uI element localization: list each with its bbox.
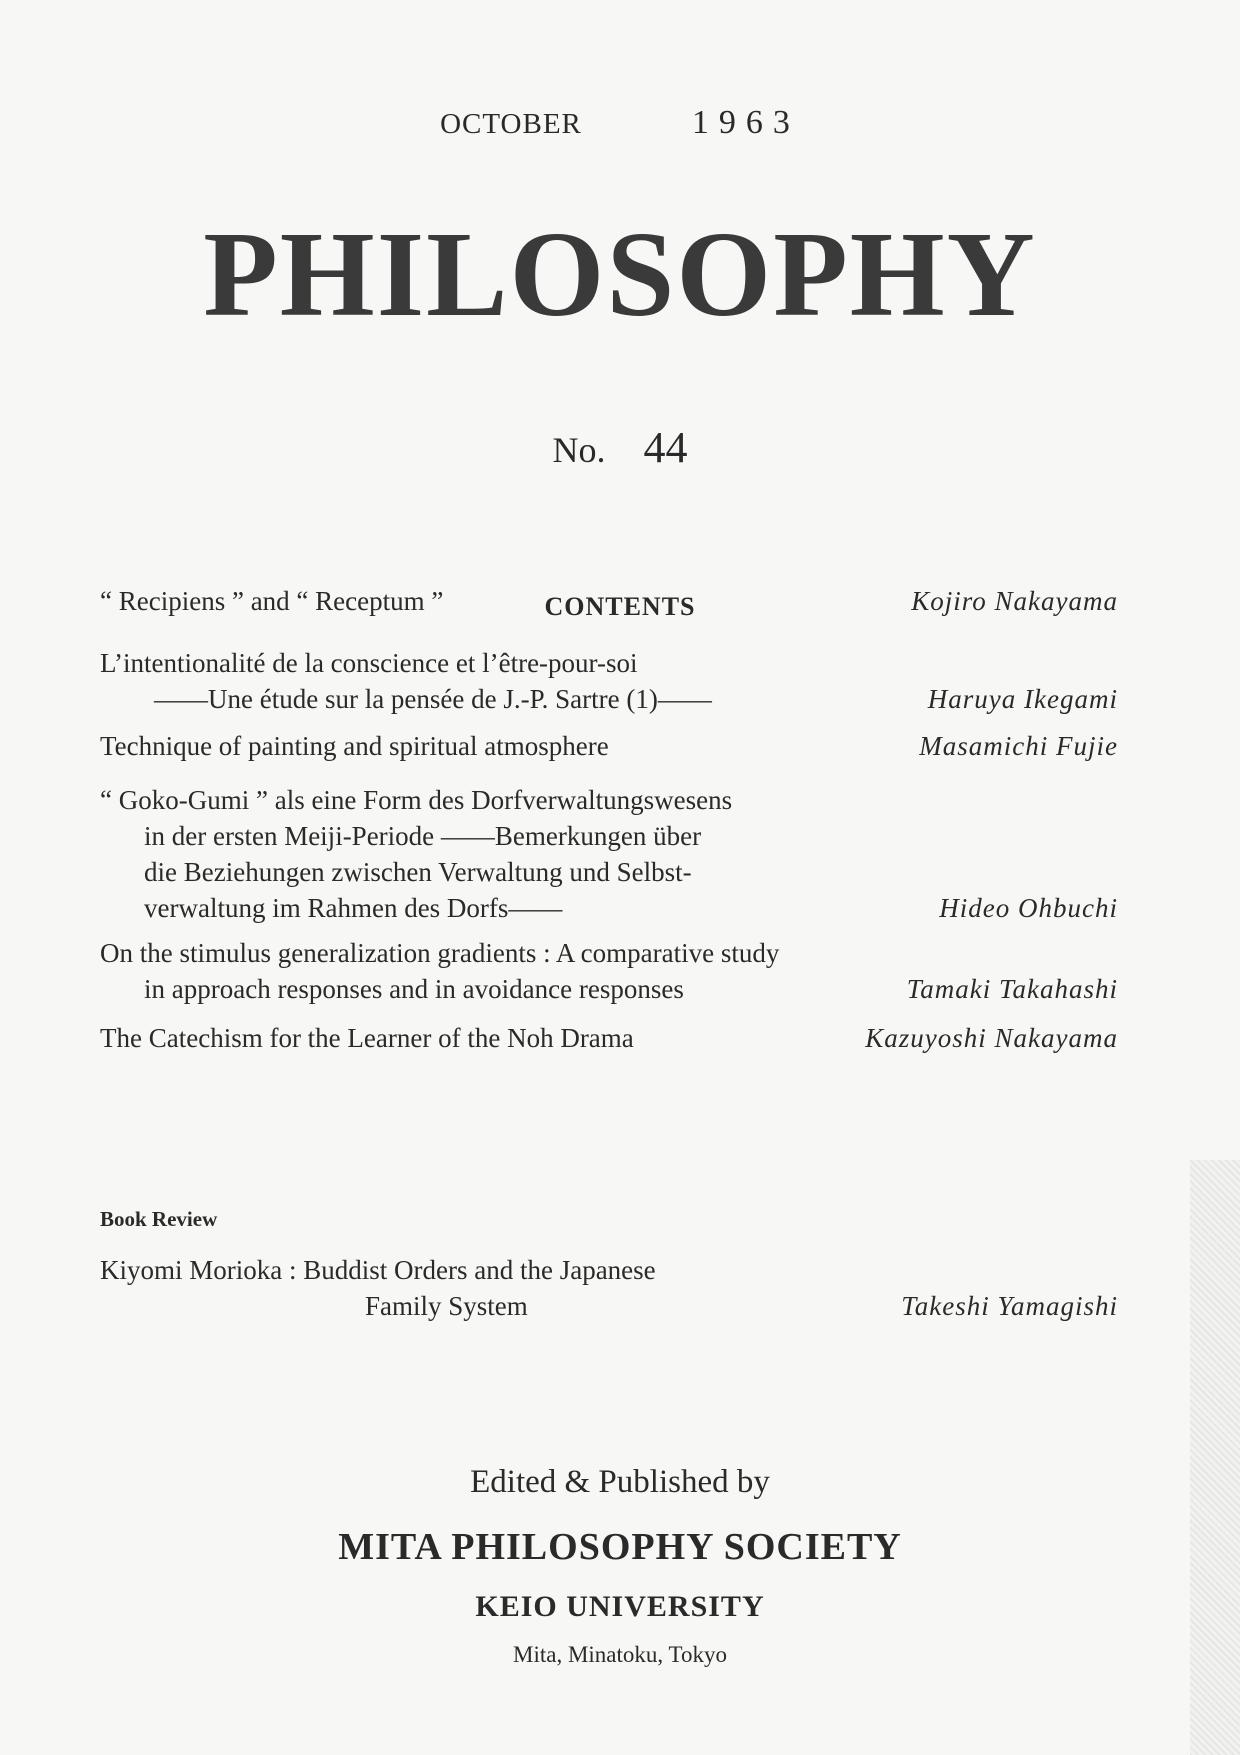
book-review-entry <box>100 1252 1118 1324</box>
toc-entry-title: On the stimulus generalization gradients : A comparative study <box>100 938 780 968</box>
toc-entry-title-cont: die Beziehungen zwischen Verwaltung und Selbst- <box>144 857 692 887</box>
toc-entry <box>100 728 1118 764</box>
toc-entry-line <box>100 1020 1118 1056</box>
toc-entry-title: “ Recipiens ” and “ Receptum ” <box>100 586 444 616</box>
issue-month: OCTOBER <box>440 108 582 140</box>
toc-entry-line <box>100 645 1118 681</box>
toc-entry-line <box>100 935 1118 971</box>
toc-entry-author: Haruya Ikegami <box>927 684 1118 714</box>
toc-entry-line <box>100 890 1118 926</box>
toc-entry-line <box>100 818 1118 854</box>
toc-entry-title: L’intentionalité de la conscience et l’être-pour-soi <box>100 648 638 678</box>
toc-entry <box>100 782 1118 926</box>
toc-entry-title-cont: in approach responses and in avoidance responses <box>144 974 684 1004</box>
toc-entry-author: Hideo Ohbuchi <box>939 893 1118 923</box>
publisher-address: Mita, Minatoku, Tokyo <box>513 1642 727 1667</box>
issue-year: 1963 <box>691 104 800 141</box>
issue-value: 44 <box>643 423 688 472</box>
toc-entry-author: Kazuyoshi Nakayama <box>865 1023 1118 1053</box>
toc-entry-line <box>100 583 1118 619</box>
book-review-title: Kiyomi Morioka : Buddist Orders and the Japanese <box>100 1255 656 1285</box>
toc-entry-title-cont: verwaltung im Rahmen des Dorfs—— <box>144 893 563 923</box>
book-review-heading: Book Review <box>100 1207 218 1231</box>
toc-entry-line <box>100 782 1118 818</box>
toc-entry-subtitle: ——Une étude sur la pensée de J.-P. Sartre (1)—— <box>154 684 712 714</box>
toc-entry-author: Masamichi Fujie <box>919 731 1118 761</box>
issue-date <box>0 104 1240 142</box>
contents-heading: CONTENTS <box>544 592 696 621</box>
toc-entry-title: The Catechism for the Learner of the Noh Drama <box>100 1023 634 1053</box>
issue-number <box>0 422 1240 473</box>
toc-entry-line <box>100 854 1118 890</box>
toc-entry <box>100 935 1118 1007</box>
toc-entry-title: Technique of painting and spiritual atmosphere <box>100 731 609 761</box>
issue-label: No. <box>552 430 606 470</box>
toc-entry-line <box>100 681 1118 717</box>
journal-title: PHILOSOPHY <box>203 207 1037 342</box>
toc-entry <box>100 645 1118 717</box>
book-review-line <box>100 1252 1118 1288</box>
publisher-name: MITA PHILOSOPHY SOCIETY <box>338 1526 902 1568</box>
toc-entry-line <box>100 728 1118 764</box>
toc-entry-author: Tamaki Takahashi <box>906 974 1118 1004</box>
toc-entry <box>100 1020 1118 1056</box>
book-review-author: Takeshi Yamagishi <box>901 1291 1118 1321</box>
publisher-university: KEIO UNIVERSITY <box>475 1590 765 1623</box>
toc-entry-line <box>100 971 1118 1007</box>
book-review-title-cont: Family System <box>365 1291 528 1321</box>
toc-entry-title: “ Goko-Gumi ” als eine Form des Dorfverwaltungswesens <box>100 785 733 815</box>
toc-entry <box>100 583 1118 619</box>
book-review-line <box>100 1288 1118 1324</box>
toc-entry-author: Kojiro Nakayama <box>911 586 1118 616</box>
toc-entry-title-cont: in der ersten Meiji-Periode ——Bemerkungen über <box>144 821 702 851</box>
publisher-credit: Edited & Published by <box>470 1464 770 1500</box>
